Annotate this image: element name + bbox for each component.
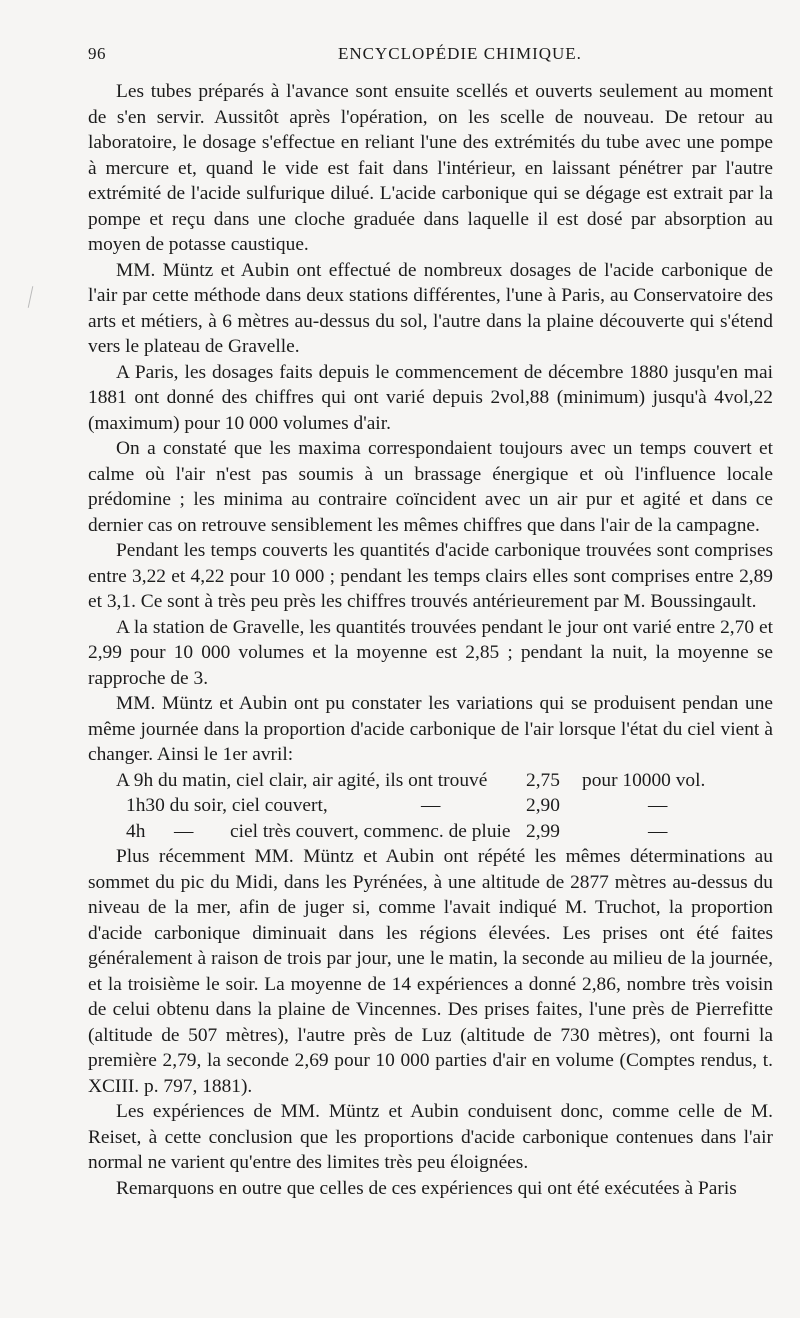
observation-row (88, 768, 773, 794)
observation-time: 4h (126, 820, 146, 842)
paragraph-3: A Paris, les dosages faits depuis le commencement de décembre 1880 jusqu'en mai 1881 ont donné des chiffres qui ont varié depuis 2vol,88 (minimum) jusqu'à 4vol,22 (maximum) pour 10 000 volumes d'air. (88, 361, 773, 434)
observation-row (88, 819, 773, 845)
paragraph-9: Les expériences de MM. Müntz et Aubin conduisent donc, comme celle de M. Reiset, à cette conclusion que les proportions d'acide carbonique contenues dans l'air normal ne varient qu'entre des limites très peu éloignées. (88, 1101, 773, 1173)
paragraph-7: MM. Müntz et Aubin ont pu constater les variations qui se produisent pendan une même journée dans la proportion d'acide carbonique de l'air lorsque l'état du ciel vient à changer. Ainsi le 1er avril: (88, 693, 773, 765)
running-header (88, 44, 773, 70)
paragraph-1: Les tubes préparés à l'avance sont ensuite scellés et ouverts seulement au moment de s'en servir. Aussitôt après l'opération, on les scelle de nouveau. De retour au laboratoire, le dosage s'effectue en reliant l'une des extrémités du tube avec une pompe à mercure et, quand le vide est fait dans l'intérieur, en laissant pénétrer par l'autre extrémité de l'acide sulfurique dilué. L'acide carbonique qui se dégage est extrait par la pompe et reçu dans une cloche graduée dans laquelle il est dosé par absorption au moyen de potasse caustique. (88, 81, 773, 255)
observation-time: 1h30 du soir, ciel couvert, (126, 795, 328, 816)
paragraph-10: Remarquons en outre que celles de ces expériences qui ont été exécutées à Paris (116, 1177, 737, 1199)
observation-desc: ciel très couvert, commenc. de pluie (230, 820, 511, 842)
observation-value: 2,90 (526, 795, 560, 816)
observation-unit: — (648, 795, 668, 816)
paragraph-5: Pendant les temps couverts les quantités d'acide carbonique trouvées sont comprises entre 3,22 et 4,22 pour 10 000 ; pendant les temps clairs elles sont comprises entre 2,89 et 3,1. Ce sont à très peu près les chiffres trouvés antérieurement par M. Boussingault. (88, 540, 773, 612)
observation-value: 2,99 (526, 820, 560, 842)
paragraph-8: Plus récemment MM. Müntz et Aubin ont répété les mêmes déterminations au sommet du pic du Midi, dans les Pyrénées, à une altitude de 2877 mètres au-dessus du niveau de la mer, afin de juger si, comme l'avait indiqué M. Truchot, la proportion d'acide carbonique diminuait dans les régions élevées. Les prises ont été faites généralement à raison de trois par jour, une le matin, la seconde au milieu de la journée, et la troisième le soir. La moyenne de 14 expériences a donné 2,86, nombre très voisin de celui obtenu dans la plaine de Vincennes. Des prises faites, l'une près de Pierrefitte (altitude de 507 mètres), l'autre près de Luz (altitude de 730 mètres), ont fourni la première 2,79, la seconde 2,69 pour 10 000 parties d'air en volume (Comptes rendus, t. XCIII. p. 797, 1881). (88, 846, 773, 1097)
observation-row (88, 793, 773, 819)
paragraph-4: On a constaté que les maxima correspondaient toujours avec un temps couvert et calme où l'air n'est pas soumis à un brassage énergique et où l'influence locale prédomine ; les minima au contraire coïncident avec un air pur et agité et dans ce dernier cas on retrouve sensiblement les mêmes chiffres que dans l'air de la campagne. (88, 438, 773, 536)
paragraph-2: MM. Müntz et Aubin ont effectué de nombreux dosages de l'acide carbonique de l'air par cette méthode dans deux stations différentes, l'une à Paris, au Conservatoire des arts et métiers, à 6 mètres au-dessus du sol, l'autre dans la plaine découverte qui s'étend vers le plateau de Gravelle. (88, 259, 773, 357)
observation-value: 2,75 (526, 769, 560, 791)
body-text (88, 79, 773, 1201)
scan-mark (28, 286, 34, 308)
page-number: 96 (88, 44, 106, 63)
paragraph-6: A la station de Gravelle, les quantités trouvées pendant le jour ont varié entre 2,70 et 2,99 pour 10 000 volumes et la moyenne est 2,85 ; pendant la nuit, la moyenne se rapproche de 3. (88, 616, 773, 689)
observation-ditto: — (174, 820, 194, 842)
observation-unit: pour 10000 vol. (582, 769, 706, 791)
observations-table (88, 768, 773, 845)
observation-time: A 9h du matin, ciel clair, air agité, ils ont trouvé (116, 769, 488, 791)
observation-ditto: — (421, 795, 441, 816)
observation-unit: — (648, 820, 668, 842)
running-title: ENCYCLOPÉDIE CHIMIQUE. (338, 44, 582, 63)
